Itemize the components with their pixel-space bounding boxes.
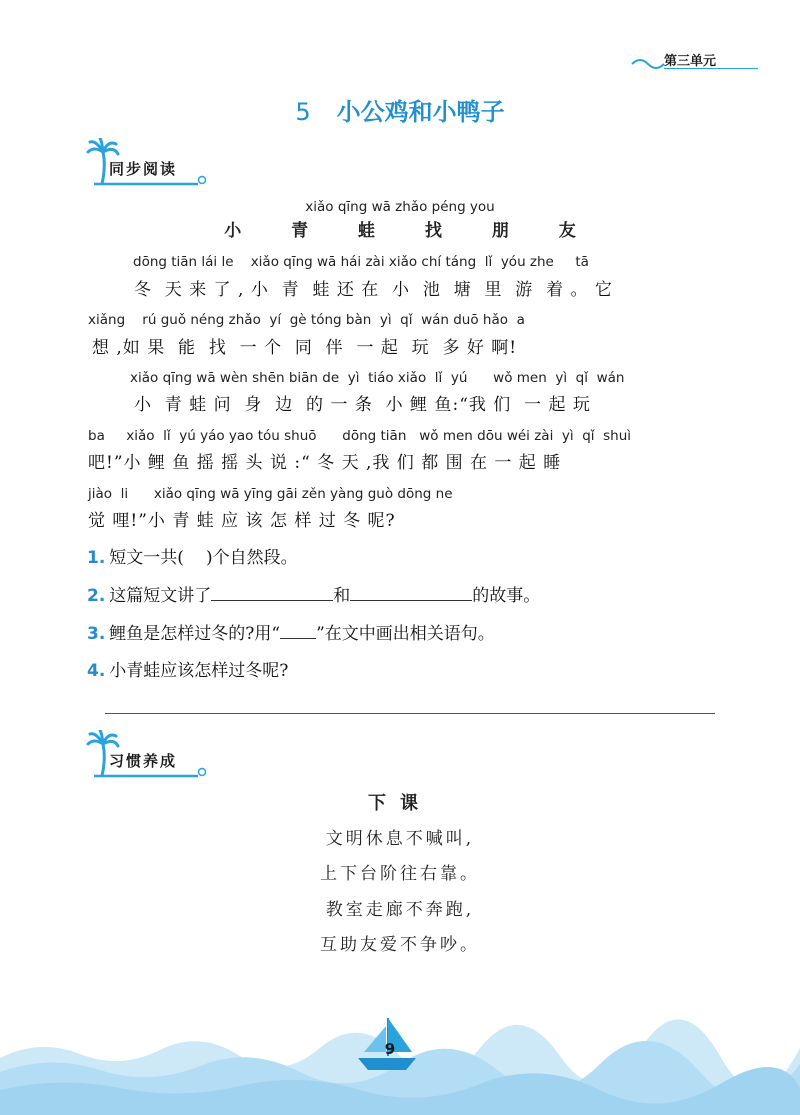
poem-title: 下课 [368,793,432,814]
question-text: 小青蛙应该怎样过冬呢? [109,661,289,681]
poem-line: 文明休息不喊叫, [325,829,475,849]
question-text: 这篇短文讲了 [109,586,212,606]
poem-line: 上下台阶往右靠。 [320,864,480,884]
question-text: 短文一共( [109,548,184,568]
section-divider [105,713,715,714]
unit-header [630,48,760,72]
story-title-pinyin: xiǎo qīng wā zhǎo péng you [305,199,495,215]
question-number: 4. [87,661,106,681]
question-3 [87,619,495,644]
question-4 [87,656,288,681]
question-text: )个自然段。 [205,548,298,568]
answer-blank[interactable] [350,584,472,601]
underline-symbol [280,622,316,639]
story-text-line: 觉 哩!”小 青 蛙 应 该 怎 样 过 冬 呢? [88,511,396,531]
poem-line: 互助友爱不争吵。 [320,935,480,955]
story-text-line: 小 青 蛙 问 身 边 的 一 条 小 鲤 鱼:“我 们 一 起 玩 [134,395,591,415]
section-badge-habit [86,730,206,780]
question-number: 3. [87,624,106,644]
story-text-line: 吧!”小 鲤 鱼 摇 摇 头 说 :“ 冬 天 ,我 们 都 围 在 一 起 睡 [88,453,562,473]
section-title-habit: 习惯养成 [109,752,178,770]
question-2 [87,581,540,606]
question-text: 鲤鱼是怎样过冬的?用“ [109,624,281,644]
question-number: 1. [87,548,106,568]
lesson-title [0,92,800,127]
question-1 [87,543,298,568]
lesson-number: 5 [295,98,311,126]
section-badge-reading [86,138,206,188]
story-pinyin-line: xiǎo qīng wā wèn shēn biān de yì tiáo xiǎo lǐ yú wǒ men yì qǐ wán [130,370,625,386]
question-text: ”在文中画出相关语句。 [316,624,495,644]
question-text: 和 [333,586,351,606]
page-number: 9 [384,1040,396,1058]
story-pinyin-line: xiǎng rú guǒ néng zhǎo yí gè tóng bàn yì qǐ wán duō hǎo a [88,312,525,328]
story-title: 小 青 蛙 找 朋 友 [224,221,598,241]
poem-line: 教室走廊不奔跑, [325,900,475,920]
story-pinyin-line: ba xiǎo lǐ yú yáo yao tóu shuō dōng tiān wǒ men dōu wéi zài yì qǐ shuì [88,428,632,444]
unit-label: 第三单元 [664,54,717,69]
story-pinyin-line: jiào li xiǎo qīng wā yīng gāi zěn yàng guò dōng ne [88,486,453,502]
story-text-line: 冬 天 来 了 , 小 青 蛙 还 在 小 池 塘 里 游 着 。 它 [134,280,613,300]
lesson-title-text: 小公鸡和小鸭子 [336,98,505,126]
question-number: 2. [87,586,106,606]
answer-blank[interactable] [211,584,333,601]
story-text-line: 想 ,如 果 能 找 一 个 同 伴 一 起 玩 多 好 啊! [92,338,518,358]
story-pinyin-line: dōng tiān lái le xiǎo qīng wā hái zài xiǎo chí táng lǐ yóu zhe tā [133,254,589,270]
unit-underline [664,68,758,69]
question-text: 的故事。 [472,586,541,606]
section-title-reading: 同步阅读 [109,160,178,178]
